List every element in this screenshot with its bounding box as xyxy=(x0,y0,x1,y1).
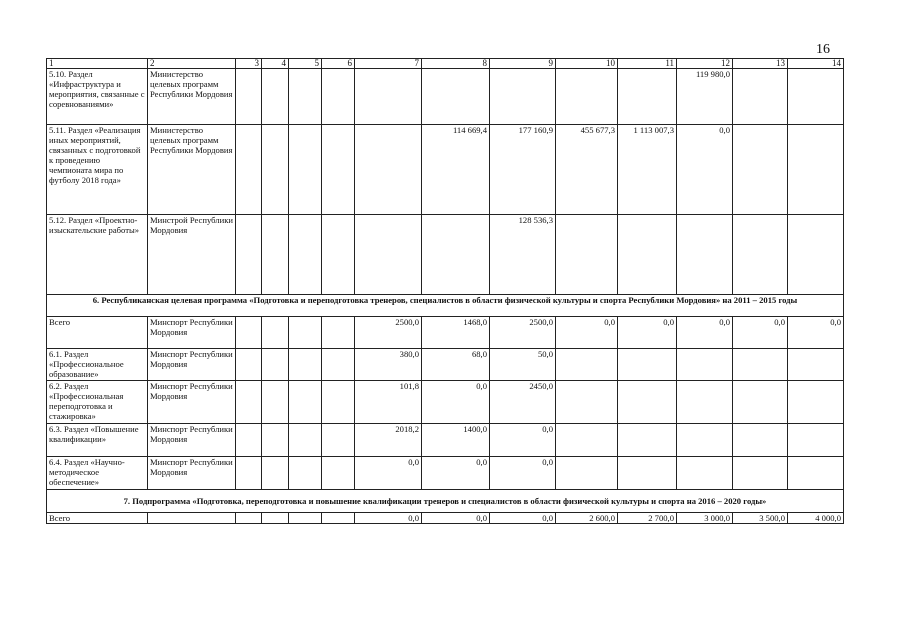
table-row xyxy=(47,125,844,215)
row-name: Всего xyxy=(47,513,148,524)
cell-value xyxy=(788,381,844,424)
cell-value: 4 000,0 xyxy=(788,513,844,524)
cell-value xyxy=(733,69,788,125)
section-header-row xyxy=(47,490,844,513)
cell-value: 0,0 xyxy=(677,317,733,349)
cell-value xyxy=(733,125,788,215)
cell-value: 0,0 xyxy=(677,125,733,215)
row-name: 5.11. Раздел «Реализация иных мероприятий, связанных с подготовкой к проведению чемпионата мира по футболу 2018 года» xyxy=(47,125,148,215)
cell-value: 3 500,0 xyxy=(733,513,788,524)
table-row xyxy=(47,317,844,349)
col-header-13: 13 xyxy=(733,59,788,69)
table-row xyxy=(47,381,844,424)
cell-value xyxy=(677,381,733,424)
cell-value: 0,0 xyxy=(733,317,788,349)
cell-value xyxy=(422,215,490,295)
cell-value xyxy=(556,215,618,295)
cell-value xyxy=(677,424,733,457)
cell-value: 2018,2 xyxy=(355,424,422,457)
cell-value xyxy=(618,215,677,295)
cell-value xyxy=(733,457,788,490)
col-header-6: 6 xyxy=(322,59,355,69)
cell-value xyxy=(556,457,618,490)
row-executor: Минспорт Республики Мордовия xyxy=(148,457,236,490)
cell-value xyxy=(788,215,844,295)
section-6-title: 6. Республиканская целевая программа «Подготовка и переподготовка тренеров, специалистов в области физической культуры и спорта Республики Мордовия» на 2011 – 2015 годы xyxy=(47,295,844,317)
cell-value xyxy=(788,69,844,125)
cell-value: 0,0 xyxy=(422,381,490,424)
cell-value xyxy=(355,215,422,295)
cell-value: 0,0 xyxy=(490,457,556,490)
cell-value xyxy=(788,125,844,215)
cell-value xyxy=(677,215,733,295)
cell-value: 0,0 xyxy=(618,317,677,349)
row-name: 6.3. Раздел «Повышение квалификации» xyxy=(47,424,148,457)
row-name: 6.4. Раздел «Научно-методическое обеспечение» xyxy=(47,457,148,490)
cell-value: 1468,0 xyxy=(422,317,490,349)
cell-value: 2450,0 xyxy=(490,381,556,424)
cell-value xyxy=(618,457,677,490)
col-header-9: 9 xyxy=(490,59,556,69)
table-row xyxy=(47,457,844,490)
budget-table xyxy=(46,58,844,524)
cell-value xyxy=(618,424,677,457)
row-executor xyxy=(148,513,236,524)
cell-value xyxy=(618,349,677,381)
cell-value xyxy=(733,215,788,295)
cell-value: 1 113 007,3 xyxy=(618,125,677,215)
cell-value xyxy=(677,457,733,490)
cell-value: 119 980,0 xyxy=(677,69,733,125)
col-header-4: 4 xyxy=(262,59,289,69)
cell-value: 2500,0 xyxy=(355,317,422,349)
cell-value: 0,0 xyxy=(556,317,618,349)
cell-value xyxy=(556,424,618,457)
table-row xyxy=(47,215,844,295)
cell-value xyxy=(355,69,422,125)
cell-value: 0,0 xyxy=(355,513,422,524)
cell-value: 114 669,4 xyxy=(422,125,490,215)
cell-value: 177 160,9 xyxy=(490,125,556,215)
table-row xyxy=(47,424,844,457)
cell-value: 0,0 xyxy=(422,457,490,490)
cell-value xyxy=(556,349,618,381)
col-header-14: 14 xyxy=(788,59,844,69)
row-executor: Минстрой Республики Мордовия xyxy=(148,215,236,295)
col-header-1: 1 xyxy=(47,59,148,69)
table-row xyxy=(47,513,844,524)
cell-value xyxy=(618,69,677,125)
cell-value: 0,0 xyxy=(490,513,556,524)
cell-value xyxy=(355,125,422,215)
column-number-row xyxy=(47,59,844,69)
col-header-11: 11 xyxy=(618,59,677,69)
cell-value xyxy=(490,69,556,125)
table-row xyxy=(47,69,844,125)
col-header-10: 10 xyxy=(556,59,618,69)
row-executor: Минспорт Республики Мордовия xyxy=(148,317,236,349)
section-7-title: 7. Подпрограмма «Подготовка, переподготовка и повышение квалификации тренеров и специалистов в области физической культуры и спорта на 2016 – 2020 годы» xyxy=(47,490,844,513)
cell-value: 2 600,0 xyxy=(556,513,618,524)
cell-value: 68,0 xyxy=(422,349,490,381)
cell-value xyxy=(788,457,844,490)
cell-value: 1400,0 xyxy=(422,424,490,457)
page-number: 16 xyxy=(816,42,830,57)
col-header-12: 12 xyxy=(677,59,733,69)
cell-value: 380,0 xyxy=(355,349,422,381)
row-name: Всего xyxy=(47,317,148,349)
cell-value xyxy=(677,349,733,381)
row-name: 5.10. Раздел «Инфраструктура и мероприятия, связанные с соревнованиями» xyxy=(47,69,148,125)
col-header-7: 7 xyxy=(355,59,422,69)
row-executor: Минспорт Республики Мордовия xyxy=(148,349,236,381)
cell-value: 0,0 xyxy=(422,513,490,524)
cell-value: 3 000,0 xyxy=(677,513,733,524)
cell-value xyxy=(422,69,490,125)
row-name: 5.12. Раздел «Проектно-изыскательские работы» xyxy=(47,215,148,295)
table-row xyxy=(47,349,844,381)
cell-value xyxy=(733,349,788,381)
cell-value xyxy=(618,381,677,424)
cell-value xyxy=(788,424,844,457)
col-header-3: 3 xyxy=(236,59,262,69)
col-header-8: 8 xyxy=(422,59,490,69)
cell-value: 0,0 xyxy=(355,457,422,490)
row-executor: Министерство целевых программ Республики Мордовия xyxy=(148,125,236,215)
row-executor: Министерство целевых программ Республики Мордовия xyxy=(148,69,236,125)
row-name: 6.1. Раздел «Профессиональное образование» xyxy=(47,349,148,381)
cell-value: 50,0 xyxy=(490,349,556,381)
cell-value: 2 700,0 xyxy=(618,513,677,524)
cell-value: 101,8 xyxy=(355,381,422,424)
col-header-5: 5 xyxy=(289,59,322,69)
cell-value: 0,0 xyxy=(490,424,556,457)
cell-value: 2500,0 xyxy=(490,317,556,349)
row-name: 6.2. Раздел «Профессиональная переподготовка и стажировка» xyxy=(47,381,148,424)
cell-value xyxy=(788,349,844,381)
section-header-row xyxy=(47,295,844,317)
cell-value: 455 677,3 xyxy=(556,125,618,215)
cell-value xyxy=(733,381,788,424)
row-executor: Минспорт Республики Мордовия xyxy=(148,381,236,424)
col-header-2: 2 xyxy=(148,59,236,69)
cell-value xyxy=(556,69,618,125)
cell-value xyxy=(733,424,788,457)
cell-value: 128 536,3 xyxy=(490,215,556,295)
cell-value: 0,0 xyxy=(788,317,844,349)
cell-value xyxy=(556,381,618,424)
row-executor: Минспорт Республики Мордовия xyxy=(148,424,236,457)
